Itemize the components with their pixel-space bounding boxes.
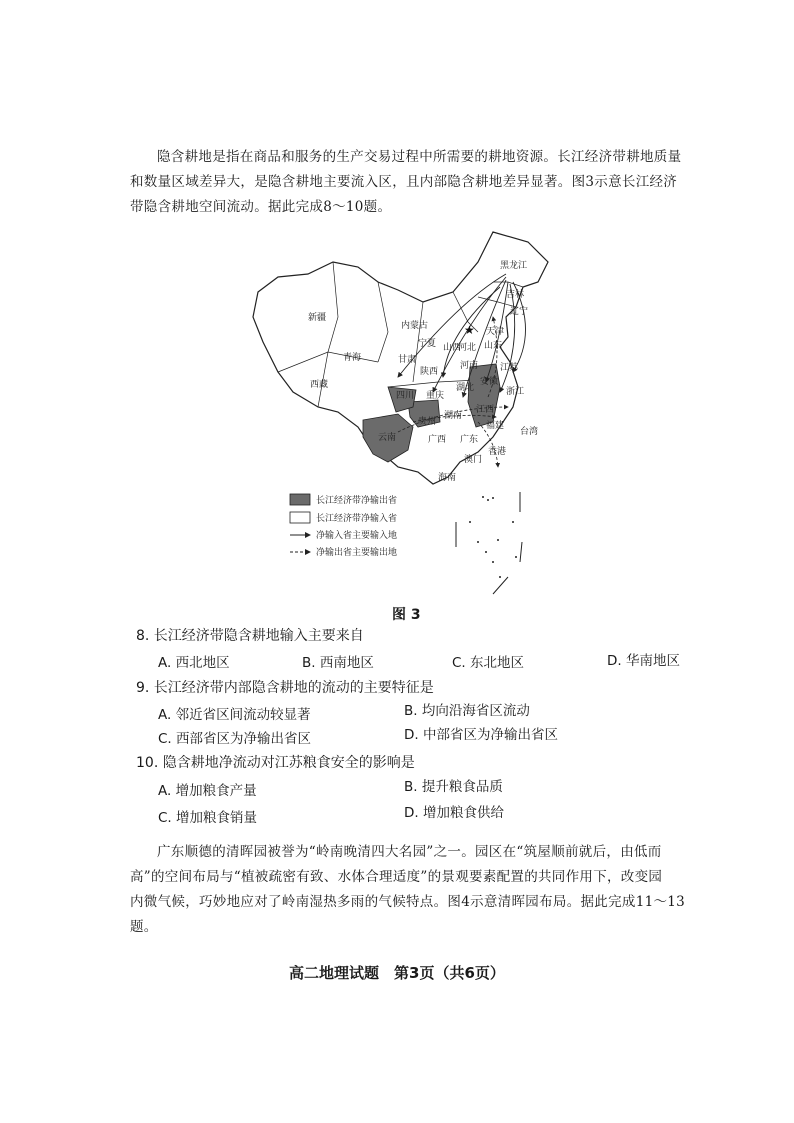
label-heilongjiang: 黑龙江 xyxy=(500,261,528,271)
label-liaoning: 辽宁 xyxy=(510,307,529,317)
legend-importer-label: 长江经济带净输入省 xyxy=(316,514,398,524)
intro-line-2: 和数量区域差异大，是隐含耕地主要流入区，且内部隐含耕地差异显著。图3示意长江经济 xyxy=(130,174,678,190)
legend-exporter-label: 长江经济带净输出省 xyxy=(316,496,398,506)
label-jiangxi: 江西 xyxy=(476,405,495,415)
label-guizhou: 贵州 xyxy=(418,417,437,427)
label-shaanxi: 陕西 xyxy=(420,367,439,377)
legend-exporter-swatch xyxy=(290,494,310,505)
label-jiangsu: 江苏 xyxy=(500,363,519,373)
q8-option-c[interactable]: C. 东北地区 xyxy=(452,655,525,671)
figure-caption: 图 3 xyxy=(392,607,421,623)
label-neimenggu: 内蒙古 xyxy=(401,321,429,331)
q8-option-d[interactable]: D. 华南地区 xyxy=(607,653,680,669)
intro-paragraph xyxy=(130,145,690,220)
label-macau: 澳门 xyxy=(464,455,483,465)
label-hainan: 海南 xyxy=(438,473,457,483)
q9-option-c[interactable]: C. 西部省区为净输出省区 xyxy=(158,731,312,747)
q10-option-d[interactable]: D. 增加粮食供给 xyxy=(404,805,504,821)
label-zhejiang: 浙江 xyxy=(506,387,525,397)
legend-import-source-label: 净输入省主要输入地 xyxy=(316,531,398,541)
question-9-stem: 9. 长江经济带内部隐含耕地的流动的主要特征是 xyxy=(136,680,434,696)
q9-option-d[interactable]: D. 中部省区为净输出省区 xyxy=(404,727,558,743)
label-sichuan: 四川 xyxy=(396,391,415,401)
label-hongkong: 香港 xyxy=(488,447,507,457)
label-fujian: 福建 xyxy=(486,421,505,431)
label-yunnan: 云南 xyxy=(378,433,397,443)
china-map-svg xyxy=(238,222,558,607)
label-henan: 河南 xyxy=(460,361,479,371)
label-hubei: 湖北 xyxy=(456,383,475,393)
label-tianjin: 天津 xyxy=(486,327,505,337)
map-legend xyxy=(290,494,397,558)
passage-2-line-1: 广东顺德的清晖园被誉为“岭南晚清四大名园”之一。园区在“筑屋顺前就后，由低而 xyxy=(157,844,662,860)
q9-option-b[interactable]: B. 均向沿海省区流动 xyxy=(404,703,530,719)
label-guangxi: 广西 xyxy=(428,435,447,445)
label-chongqing: 重庆 xyxy=(426,391,445,401)
south-china-sea-islands xyxy=(469,496,517,578)
label-qinghai: 青海 xyxy=(343,353,362,363)
q9-option-a[interactable]: A. 邻近省区间流动较显著 xyxy=(158,707,311,723)
passage-2-line-2: 高”的空间布局与“植被疏密有致、水体合理适度”的景观要素配置的共同作用下，改变园 xyxy=(130,869,663,885)
question-8-stem: 8. 长江经济带隐含耕地输入主要来自 xyxy=(136,628,364,644)
label-ningxia: 宁夏 xyxy=(418,339,437,349)
q8-option-a[interactable]: A. 西北地区 xyxy=(158,655,230,671)
label-xinjiang: 新疆 xyxy=(308,313,327,323)
q8-option-b[interactable]: B. 西南地区 xyxy=(302,655,374,671)
intro-line-1: 隐含耕地是指在商品和服务的生产交易过程中所需要的耕地资源。长江经济带耕地质量 xyxy=(157,149,682,165)
label-taiwan: 台湾 xyxy=(520,427,539,437)
label-tibet: 西藏 xyxy=(310,380,329,390)
label-guangdong: 广东 xyxy=(460,435,479,445)
figure-3-map xyxy=(238,222,558,607)
page-footer: 高二地理试题 第3页（共6页） xyxy=(289,964,505,982)
label-gansu: 甘肃 xyxy=(398,355,417,365)
beijing-star-icon: ★ xyxy=(464,323,475,337)
passage-2 xyxy=(130,840,690,940)
label-anhui: 安徽 xyxy=(480,377,499,387)
label-hunan: 湖南 xyxy=(444,411,463,421)
intro-line-3: 带隐含耕地空间流动。据此完成8～10题。 xyxy=(130,199,392,215)
label-jilin: 吉林 xyxy=(506,290,525,300)
q10-option-c[interactable]: C. 增加粮食销量 xyxy=(158,810,258,826)
legend-export-dest-label: 净输出省主要输出地 xyxy=(316,548,398,558)
legend-importer-swatch xyxy=(290,512,310,523)
label-shandong: 山东 xyxy=(484,341,503,351)
q10-option-a[interactable]: A. 增加粮食产量 xyxy=(158,783,257,799)
q10-option-b[interactable]: B. 提升粮食品质 xyxy=(404,779,503,795)
label-shanxi: 山西 xyxy=(443,343,462,353)
passage-2-line-4: 题。 xyxy=(130,919,158,935)
question-10-stem: 10. 隐含耕地净流动对江苏粮食安全的影响是 xyxy=(136,755,415,771)
passage-2-line-3: 内微气候，巧妙地应对了岭南湿热多雨的气候特点。图4示意清晖园布局。据此完成11～13 xyxy=(130,894,686,910)
label-hebei: 河北 xyxy=(458,343,477,353)
